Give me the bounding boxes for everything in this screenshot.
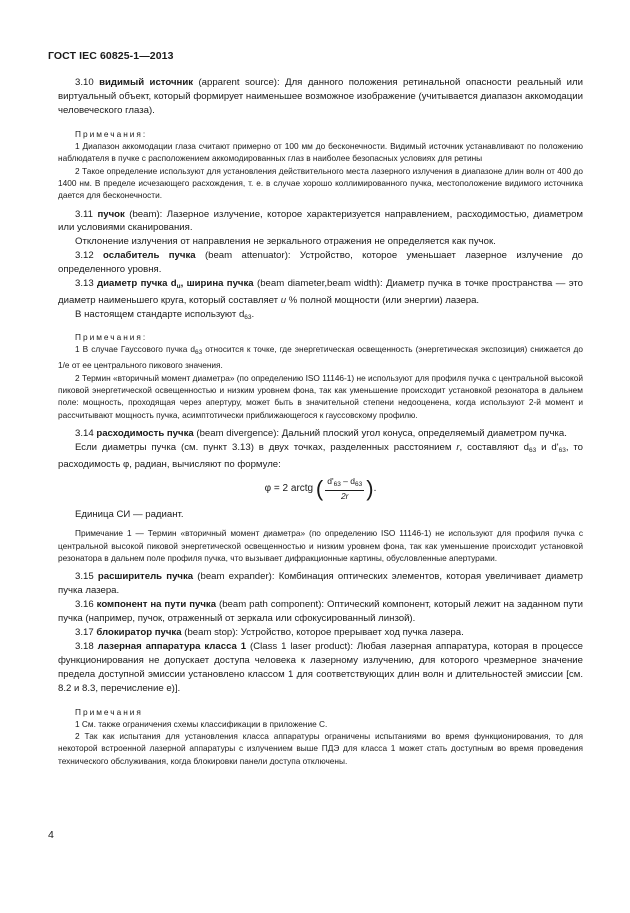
text: , составляют d [459,441,530,453]
paragraph [58,441,583,472]
page-number: 4 [48,829,54,841]
definition-text: (beam): Лазерное излучение, которое характеризуется направлением, расходимостью, диаметром или условиями сканирования. [58,208,584,234]
subscript: 63 [244,313,252,321]
subscript: 63 [195,349,203,357]
definition-text: (beam divergence): Дальний плоский угол конуса, определяемый диаметром пучка. [193,427,567,439]
subscript: 63 [529,446,537,454]
note: 1 Диапазон аккомодации глаза считают примерно от 100 мм до бесконечности. Видимый источник устанавливают по положению наблюдателя в пучке с расположением аккомодированных глаз в наиболее безопасных условиях для ретины [58,141,583,164]
left-paren: ( [315,475,324,501]
clause-number: 3.15 [75,571,94,583]
clause-number: 3.18 [75,640,94,652]
term [97,278,254,289]
variable: u [280,294,287,306]
document-header: ГОСТ IEC 60825-1—2013 [48,50,174,62]
definition-text: % полной мощности (или энергии) лазера. [286,294,480,306]
formula-fraction [325,476,364,501]
term: видимый источник [99,77,194,88]
definition-3-10 [58,76,583,118]
definition-3-12 [58,249,583,277]
text: относится к точке, где энергетическая освещенность (энергетическая экспозиция) снижается до 1/e от ее центрального пикового значения. [58,344,583,371]
term-part: диаметр пучка d [97,278,177,290]
text: В настоящем стандарте используют d [75,308,245,320]
clause-number: 3.17 [75,626,94,638]
term: ослабитель пучка [103,250,196,262]
text: и d' [536,441,559,453]
note: Примечание 1 — Термин «вторичный момент диаметра» (по определению ISO 11146-1) не используют для профиля пучка с центральной высокой пиковой энергетической освещенностью и низким уровнем фона, так как уменьшение происходит установкой резонатора в дальнем поле профиля пучка, что вызывает дифракционные картины, обусловленные апертурами. [58,528,583,564]
divergence-formula [58,474,583,504]
clause-number: 3.12 [75,250,94,262]
notes-heading: Примечания: [75,331,148,342]
text: 1 В случае Гауссового пучка d [75,344,195,355]
note: 2 Такое определение используют для установления действительного места лазерного излучения в диапазоне длин волн от 400 до 1400 нм. В пределе исчезающего расхождения, т. е. в случае хорошо коллимированного пучка, местоположение видимого источника дается для бесконечности. [58,165,583,201]
term: расходимость пучка [96,427,194,439]
definition-text: (apparent source): Для данного положения ретинальной опасности реальный или виртуальный объект, который формирует наименьшее возможное изображение (учитывается диапазон аккомодации человеческого глаза). [58,77,583,116]
definition-3-13 [58,277,583,308]
definition-3-17 [58,626,583,640]
paragraph: Единица СИ — радиант. [75,508,184,520]
document-body [58,76,583,767]
note [58,343,583,372]
term: лазерная аппаратура класса 1 [97,640,247,652]
term: пучок [97,208,125,220]
definition-3-16 [58,598,583,626]
text: , то расходимость φ, радиан, вычисляют по формуле: [58,441,583,470]
clause-number: 3.13 [75,278,94,290]
fraction-numerator [325,476,364,491]
note: 2 Термин «вторичный момент диаметра» (по определению ISO 11146-1) не используют для профиля пучка с центральной высокой пиковой энергетической освещенностью и низким уровнем фона, так как уменьшение происходит установкой резонатора в дальнем поле: мощность, проходящая через апертуру, может быть в значительной степени недооценена, когда используют 2-й момент и рассчитывают мощность пучка, асимптотически приближающегося к гауссовскому профилю. [58,372,583,420]
formula-end: . [373,483,377,495]
subscript: 63 [355,481,363,489]
paragraph: Отклонение излучения от направления не зеркального отражения не определяется как пучок. [75,236,496,248]
notes-heading: Примечания [75,706,143,717]
subscript: 63 [558,446,566,454]
text: d' [327,476,334,487]
text: . [251,308,255,320]
variable: r [456,441,460,453]
fraction-denominator: 2r [340,491,349,502]
definition-text: (beam diameter,beam width): Диаметр пучка в точке пространства — это диаметр наименьшего круга, который составляет [58,278,584,306]
clause-number: 3.14 [75,427,94,439]
formula-lhs: φ = 2 arctg [264,483,314,495]
definition-3-14 [58,427,583,441]
definition-text: (beam expander): Комбинация оптических элементов, которая увеличивает диаметр пучка лазера. [58,571,583,597]
term: расширитель пучка [97,571,194,583]
paragraph [58,308,583,325]
definition-text: (beam path component): Оптический компонент, который лежит на заданном пути пучка (например, пучок, отраженный от зеркала или сфокусированный линзой). [58,599,584,625]
note: 1 См. также ограничения схемы классификации в приложение С. [75,718,328,729]
clause-number: 3.10 [75,77,94,88]
text: Если диаметры пучка (см. пункт 3.13) в двух точках, разделенных расстоянием [75,441,457,453]
note: 2 Так как испытания для установления класса аппаратуры ограничены испытаниями во время функционирования, то для некоторой встроенной лазерной аппаратуры с излучением выше ПДЭ для класса 1 может стать доступным во время проведения технического обслуживания, когда блокировки панели доступа отключены. [58,731,583,766]
definition-3-18 [58,640,583,696]
definition-text: (beam attenuator): Устройство, которое уменьшает лазерное излучение до определенного уровня. [58,250,583,276]
term-subscript: u [176,283,181,291]
definition-3-11 [58,208,583,236]
term-part: , ширина пучка [180,278,254,290]
definition-3-15 [58,570,583,598]
text: – d [340,476,355,487]
definition-text: (beam stop): Устройство, которое прерывает ход пучка лазера. [181,626,464,638]
clause-number: 3.16 [75,599,94,611]
term: блокиратор пучка [96,626,182,638]
notes-heading: Примечания: [75,128,148,139]
right-paren: ) [366,475,374,501]
definition-text: (Class 1 laser product): Любая лазерная аппаратура, которая в процессе функционирования не допускает доступа человека к лазерному излучению, для которого чрезмерное значение предела доступной эмиссии установлено классом 1 для соответствующих длин волн и длительностей эмиссии [см. 8.2 и 8.3, перечисление е)]. [58,640,584,694]
clause-number: 3.11 [75,208,93,220]
subscript: 63 [333,481,341,489]
term: компонент на пути пучка [96,599,217,611]
